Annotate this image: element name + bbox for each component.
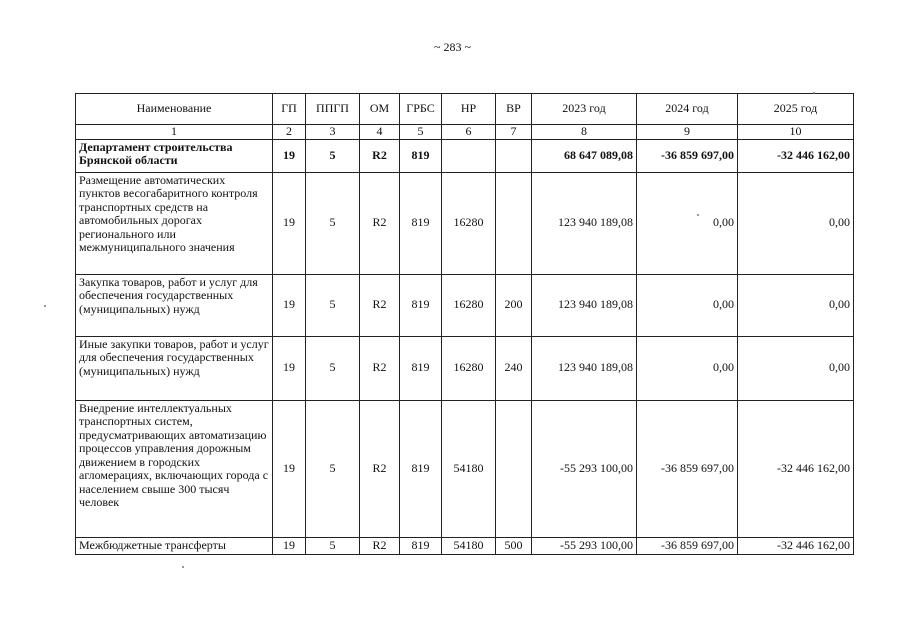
cell-vr (496, 172, 532, 274)
cell-ppgp: 5 (306, 537, 360, 554)
header-2024: 2024 год (637, 94, 738, 125)
cell-gp: 19 (273, 274, 306, 336)
scan-speck (697, 214, 699, 216)
cell-2023: 123 940 189,08 (532, 336, 637, 400)
cell-nr: 16280 (442, 274, 496, 336)
table-row (76, 172, 854, 274)
cell-2025: -32 446 162,00 (738, 400, 854, 537)
cell-2025: -32 446 162,00 (738, 139, 854, 172)
row-name: Закупка товаров, работ и услуг для обеспечения государственных (муниципальных) нужд (76, 274, 273, 336)
column-number: 9 (637, 125, 738, 140)
cell-2025: 0,00 (738, 336, 854, 400)
cell-vr (496, 400, 532, 537)
header-gp: ГП (273, 94, 306, 125)
cell-om: R2 (360, 400, 400, 537)
column-number: 5 (400, 125, 442, 140)
cell-grbs: 819 (400, 537, 442, 554)
header-name: Наименование (76, 94, 273, 125)
scan-speck (813, 92, 815, 94)
cell-2024: 0,00 (637, 336, 738, 400)
row-name: Межбюджетные трансферты (76, 537, 273, 554)
cell-ppgp: 5 (306, 274, 360, 336)
column-number: 2 (273, 125, 306, 140)
cell-2023: 123 940 189,08 (532, 172, 637, 274)
cell-gp: 19 (273, 139, 306, 172)
cell-2023: -55 293 100,00 (532, 537, 637, 554)
cell-nr: 54180 (442, 400, 496, 537)
cell-ppgp: 5 (306, 139, 360, 172)
table-row (76, 537, 854, 554)
cell-nr: 16280 (442, 336, 496, 400)
cell-om: R2 (360, 139, 400, 172)
cell-gp: 19 (273, 336, 306, 400)
cell-om: R2 (360, 274, 400, 336)
cell-om: R2 (360, 336, 400, 400)
header-ppgp: ППГП (306, 94, 360, 125)
cell-2023: -55 293 100,00 (532, 400, 637, 537)
cell-gp: 19 (273, 400, 306, 537)
header-2023: 2023 год (532, 94, 637, 125)
row-name: Иные закупки товаров, работ и услуг для обеспечения государственных (муниципальных) нужд (76, 336, 273, 400)
cell-grbs: 819 (400, 336, 442, 400)
cell-om: R2 (360, 172, 400, 274)
column-number: 1 (76, 125, 273, 140)
cell-nr: 54180 (442, 537, 496, 554)
cell-grbs: 819 (400, 172, 442, 274)
cell-grbs: 819 (400, 400, 442, 537)
table-row (76, 400, 854, 537)
column-number: 8 (532, 125, 637, 140)
cell-2024: -36 859 697,00 (637, 400, 738, 537)
header-2025: 2025 год (738, 94, 854, 125)
scan-speck (182, 566, 184, 568)
column-number: 10 (738, 125, 854, 140)
cell-nr (442, 139, 496, 172)
cell-2023: 123 940 189,08 (532, 274, 637, 336)
page-number: ~ 283 ~ (434, 40, 471, 54)
header-vr: ВР (496, 94, 532, 125)
cell-ppgp: 5 (306, 400, 360, 537)
column-number: 7 (496, 125, 532, 140)
row-name: Внедрение интеллектуальных транспортных систем, предусматривающих автоматизацию процессов управления дорожным движением в городских агломерациях, включающих города с населением свыше 300 тысяч человек (76, 400, 273, 537)
table-row (76, 139, 854, 172)
scan-speck (44, 305, 46, 307)
cell-gp: 19 (273, 172, 306, 274)
cell-grbs: 819 (400, 139, 442, 172)
cell-vr: 500 (496, 537, 532, 554)
cell-ppgp: 5 (306, 336, 360, 400)
cell-vr: 200 (496, 274, 532, 336)
header-grbs: ГРБС (400, 94, 442, 125)
cell-vr (496, 139, 532, 172)
cell-2025: 0,00 (738, 172, 854, 274)
column-number-row (76, 125, 854, 140)
cell-2025: 0,00 (738, 274, 854, 336)
column-number: 4 (360, 125, 400, 140)
cell-grbs: 819 (400, 274, 442, 336)
cell-om: R2 (360, 537, 400, 554)
cell-2023: 68 647 089,08 (532, 139, 637, 172)
cell-2025: -32 446 162,00 (738, 537, 854, 554)
cell-ppgp: 5 (306, 172, 360, 274)
cell-2024: -36 859 697,00 (637, 537, 738, 554)
header-row (76, 94, 854, 125)
cell-gp: 19 (273, 537, 306, 554)
header-nr: НР (442, 94, 496, 125)
cell-2024: 0,00 (637, 274, 738, 336)
header-om: ОМ (360, 94, 400, 125)
cell-vr: 240 (496, 336, 532, 400)
column-number: 6 (442, 125, 496, 140)
row-name: Размещение автоматических пунктов весогабаритного контроля транспортных средств на автомобильных дорогах регионального или межмуниципального значения (76, 172, 273, 274)
cell-2024: -36 859 697,00 (637, 139, 738, 172)
budget-table (75, 93, 854, 555)
table-row (76, 274, 854, 336)
cell-2024: 0,00 (637, 172, 738, 274)
column-number: 3 (306, 125, 360, 140)
row-name: Департамент строительства Брянской области (76, 139, 273, 172)
cell-nr: 16280 (442, 172, 496, 274)
table-row (76, 336, 854, 400)
